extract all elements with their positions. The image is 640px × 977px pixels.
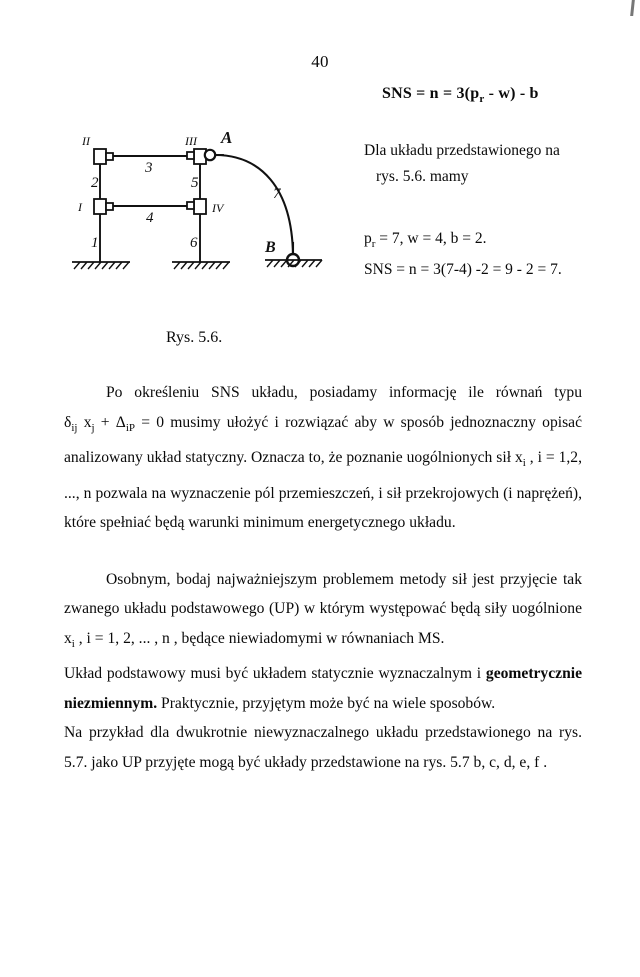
pr-values: = 7, w = 4, b = 2. <box>375 230 487 247</box>
ground-support-right <box>172 262 230 269</box>
para2-x-subscript: i <box>71 637 75 650</box>
para4-text: Na przykład dla dwukrotnie niewyznaczalnego układu przedstawionego na rys. 5.7. jako UP przyjęte mogą być układy przedstawione na rys. 5.7 b, c, d, e, f . <box>64 724 582 771</box>
label-member-7: 7 <box>273 186 281 202</box>
scan-artifact <box>630 0 635 16</box>
delta-symbol: δ <box>64 413 72 431</box>
formula-sns-general <box>382 85 539 105</box>
joint-ii-hinge <box>94 149 113 170</box>
body-text <box>64 378 582 777</box>
label-member-6: 6 <box>190 235 198 251</box>
paragraph-3 <box>64 659 582 718</box>
para2-text-1: Osobnym, bodaj najważniejszym problemem metody sił jest przyjęcie tak zwanego układu podstawowego (UP) w którym występować będą siły uogólnione x <box>64 570 582 647</box>
node-a-pin <box>205 150 215 160</box>
plus-delta: + Δ <box>94 413 126 431</box>
pr-symbol: p <box>364 230 372 247</box>
label-joint-iv: IV <box>212 201 224 215</box>
equals-zero: = 0 <box>135 413 165 431</box>
x-subscript: j <box>91 421 95 434</box>
para3-text-a: Układ podstawowy musi być układem statycznie wyznaczalnym i <box>64 665 486 683</box>
side-values-line-2: SNS = n = 3(7-4) -2 = 9 - 2 = 7. <box>364 261 562 279</box>
para3-bold-phrase: geometrycznie niezmiennym. <box>64 665 582 712</box>
delta-subscript: ij <box>71 421 78 434</box>
delta2-subscript: iP <box>125 421 136 434</box>
side-note-line-1: Dla układu przedstawionego na <box>364 142 560 159</box>
formula-prefix: SNS = n = 3(p <box>382 85 480 102</box>
side-note-line-2: rys. 5.6. mamy <box>376 168 469 185</box>
label-joint-ii: II <box>82 134 90 148</box>
label-joint-iii: III <box>185 134 197 148</box>
paragraph-2 <box>64 565 582 660</box>
para2-text-2: , i = 1, 2, ... , n , będące niewiadomymi w równaniach MS. <box>74 629 445 647</box>
para1-text-3: , i = 1,2, ..., n pozwala na wyznaczenie pól przemieszczeń, i sił przekrojowych (i naprężeń), które spełniać będą warunki minimum energetycznego układu. <box>64 449 582 532</box>
x-symbol: x <box>77 413 92 431</box>
page-number: 40 <box>311 52 329 71</box>
joint-i-hinge <box>94 199 113 214</box>
side-values <box>364 226 640 282</box>
figure-caption: Rys. 5.6. <box>166 329 223 346</box>
label-member-2: 2 <box>91 175 99 191</box>
paragraph-gap-1 <box>64 538 582 565</box>
label-member-4: 4 <box>146 210 154 226</box>
ground-support-left <box>72 262 130 269</box>
para3-text-b: Praktycznie, przyjętym może być na wiele sposobów. <box>157 694 496 712</box>
formula-subscript-r: r <box>479 93 485 106</box>
para1-text-2: musimy ułożyć i rozwiązać aby w sposób jednoznaczny opisać analizowany układ statyczny. Oznacza to, że poznanie uogólnionych sił x <box>64 413 582 467</box>
structural-frame-diagram <box>60 125 360 285</box>
para1-x-subscript: i <box>522 457 526 470</box>
side-note <box>364 138 634 190</box>
label-member-3: 3 <box>145 160 153 176</box>
label-joint-i: I <box>78 200 82 214</box>
joint-iii-hinge <box>187 149 206 170</box>
pr-subscript: r <box>371 238 376 251</box>
label-member-5: 5 <box>191 175 199 191</box>
paragraph-4 <box>64 718 582 777</box>
curved-member-7 <box>215 155 293 255</box>
label-node-a: A <box>221 128 233 147</box>
label-member-1: 1 <box>91 235 99 251</box>
paragraph-1 <box>64 378 582 538</box>
side-values-line-1 <box>364 226 640 257</box>
formula-suffix: - w) - b <box>484 85 539 102</box>
joint-iv-hinge <box>187 199 206 214</box>
para1-text-1: Po określeniu SNS układu, posiadamy informację ile równań typu <box>106 384 582 401</box>
para1-equation <box>64 413 165 434</box>
label-node-b: B <box>265 239 276 256</box>
